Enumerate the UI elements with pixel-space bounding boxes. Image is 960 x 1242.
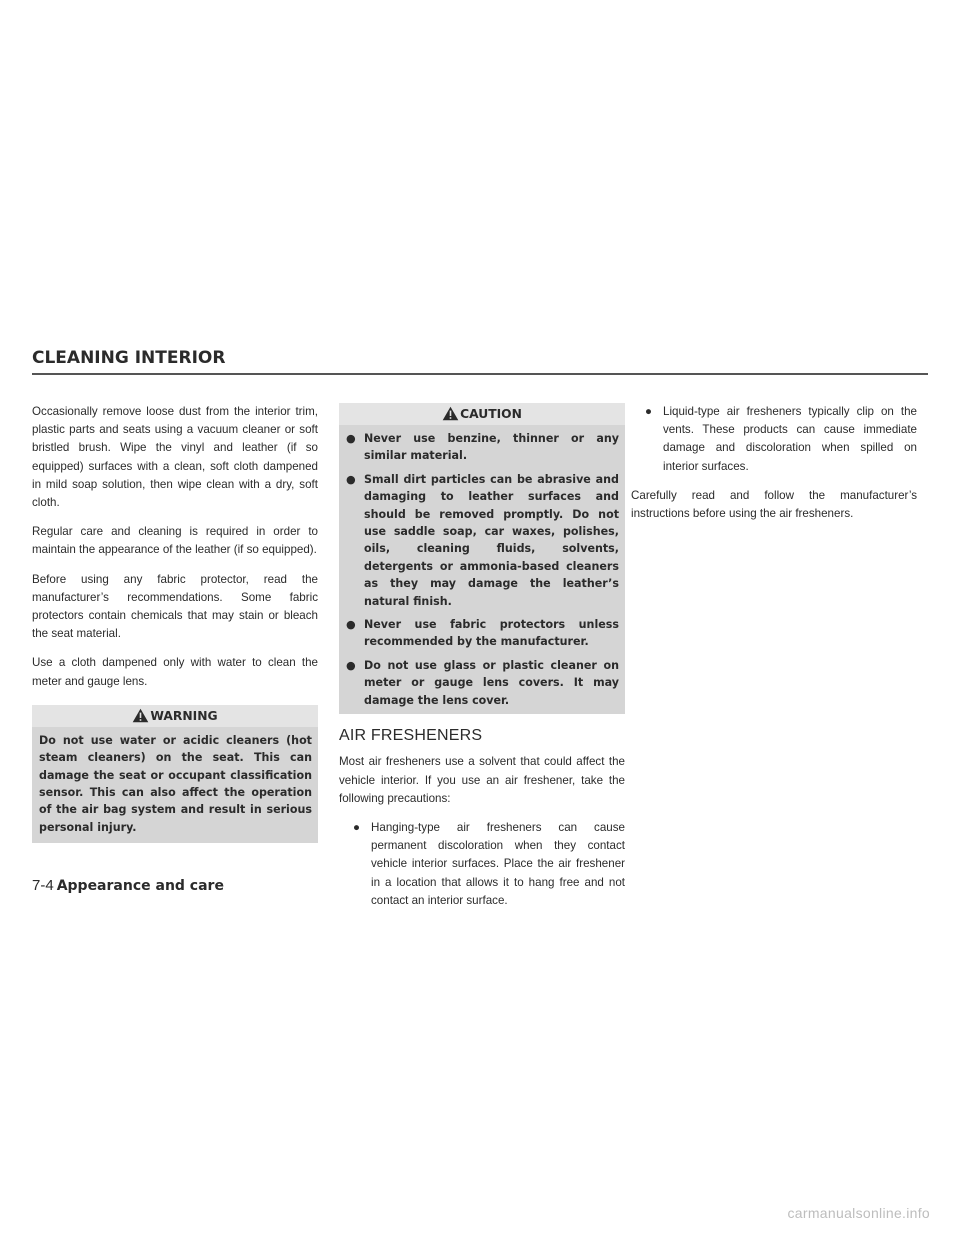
section-title: CLEANING INTERIOR <box>32 348 226 368</box>
section-title-rule <box>32 373 928 375</box>
list-item <box>645 403 917 476</box>
caution-title: CAUTION <box>460 407 522 421</box>
caution-item-text: Never use fabric protectors unless recommended by the manufacturer. <box>364 618 619 649</box>
warning-triangle-icon <box>132 708 149 723</box>
warning-box <box>32 705 318 843</box>
caution-list <box>339 425 625 714</box>
column-1 <box>32 403 318 853</box>
page-footer <box>32 877 224 894</box>
warning-title: WARNING <box>150 708 218 723</box>
list-item <box>353 819 625 910</box>
paragraph: Regular care and cleaning is required in order to maintain the appearance of the leather (if so equipped). <box>32 525 318 557</box>
bullet-icon: ● <box>346 658 356 672</box>
paragraph: Carefully read and follow the manufacturer’s instructions before using the air fresheners. <box>631 488 917 521</box>
paragraph: Use a cloth dampened only with water to clean the meter and gauge lens. <box>32 656 318 688</box>
column-3 <box>631 403 917 534</box>
caution-item <box>346 430 619 465</box>
paragraph: Occasionally remove loose dust from the interior trim, plastic parts and seats using a vacuum cleaner or soft bristled brush. Wipe the vinyl and leather (if so equipped) surfaces with a clean, soft cloth dampened in mild soap solution, then wipe clean with a dry, soft cloth. <box>32 405 318 510</box>
caution-item <box>346 471 619 610</box>
bullet-icon: ● <box>353 820 361 834</box>
paragraph: Before using any fabric protector, read the manufacturer’s recommendations. Some fabric protectors contain chemicals that may stain or bleach the seat material. <box>32 572 318 641</box>
caution-header <box>339 403 625 425</box>
chapter-title: Appearance and care <box>56 878 224 894</box>
bullet-icon: ● <box>346 432 356 445</box>
bullet-icon: ● <box>346 618 356 632</box>
caution-item <box>346 616 619 651</box>
bullet-icon: ● <box>645 405 653 418</box>
list-item-text: Liquid-type air fresheners typically clip on the vents. These products can cause immediate damage and discoloration when spilled on interior surfaces. <box>663 405 917 473</box>
watermark: carmanualsonline.info <box>787 1205 930 1221</box>
page-number: 7-4 <box>32 877 54 894</box>
bullet-icon: ● <box>346 472 356 486</box>
caution-item-text: Small dirt particles can be abrasive and damaging to leather surfaces and should be removed promptly. Do not use saddle soap, car waxes, polishes, oils, cleaning fluids, solvents, detergents or ammonia-based cleaners as they may damage the leather’s natural finish. <box>364 472 619 608</box>
column-2 <box>339 403 625 921</box>
bullet-list <box>339 819 625 910</box>
caution-item <box>346 657 619 709</box>
warning-text: Do not use water or acidic cleaners (hot steam cleaners) on the seat. This can damage the seat or occupant classification sensor. This can also affect the operation of the air bag system and result in serious personal injury. <box>39 733 312 834</box>
caution-item-text: Do not use glass or plastic cleaner on meter or gauge lens covers. It may damage the lens cover. <box>364 658 619 707</box>
caution-box <box>339 403 625 714</box>
list-item-text: Hanging-type air fresheners can cause permanent discoloration when they contact vehicle interior surfaces. Place the air freshener in a location that allows it to hang free and not contact an interior surface. <box>371 820 625 907</box>
subsection-title: AIR FRESHENERS <box>339 727 483 745</box>
paragraph: Most air fresheners use a solvent that could affect the vehicle interior. If you use an air freshener, take the following precautions: <box>339 755 625 805</box>
warning-header <box>32 705 318 727</box>
warning-triangle-icon <box>442 406 459 421</box>
caution-item-text: Never use benzine, thinner or any similar material. <box>364 432 619 463</box>
bullet-list <box>631 403 917 476</box>
